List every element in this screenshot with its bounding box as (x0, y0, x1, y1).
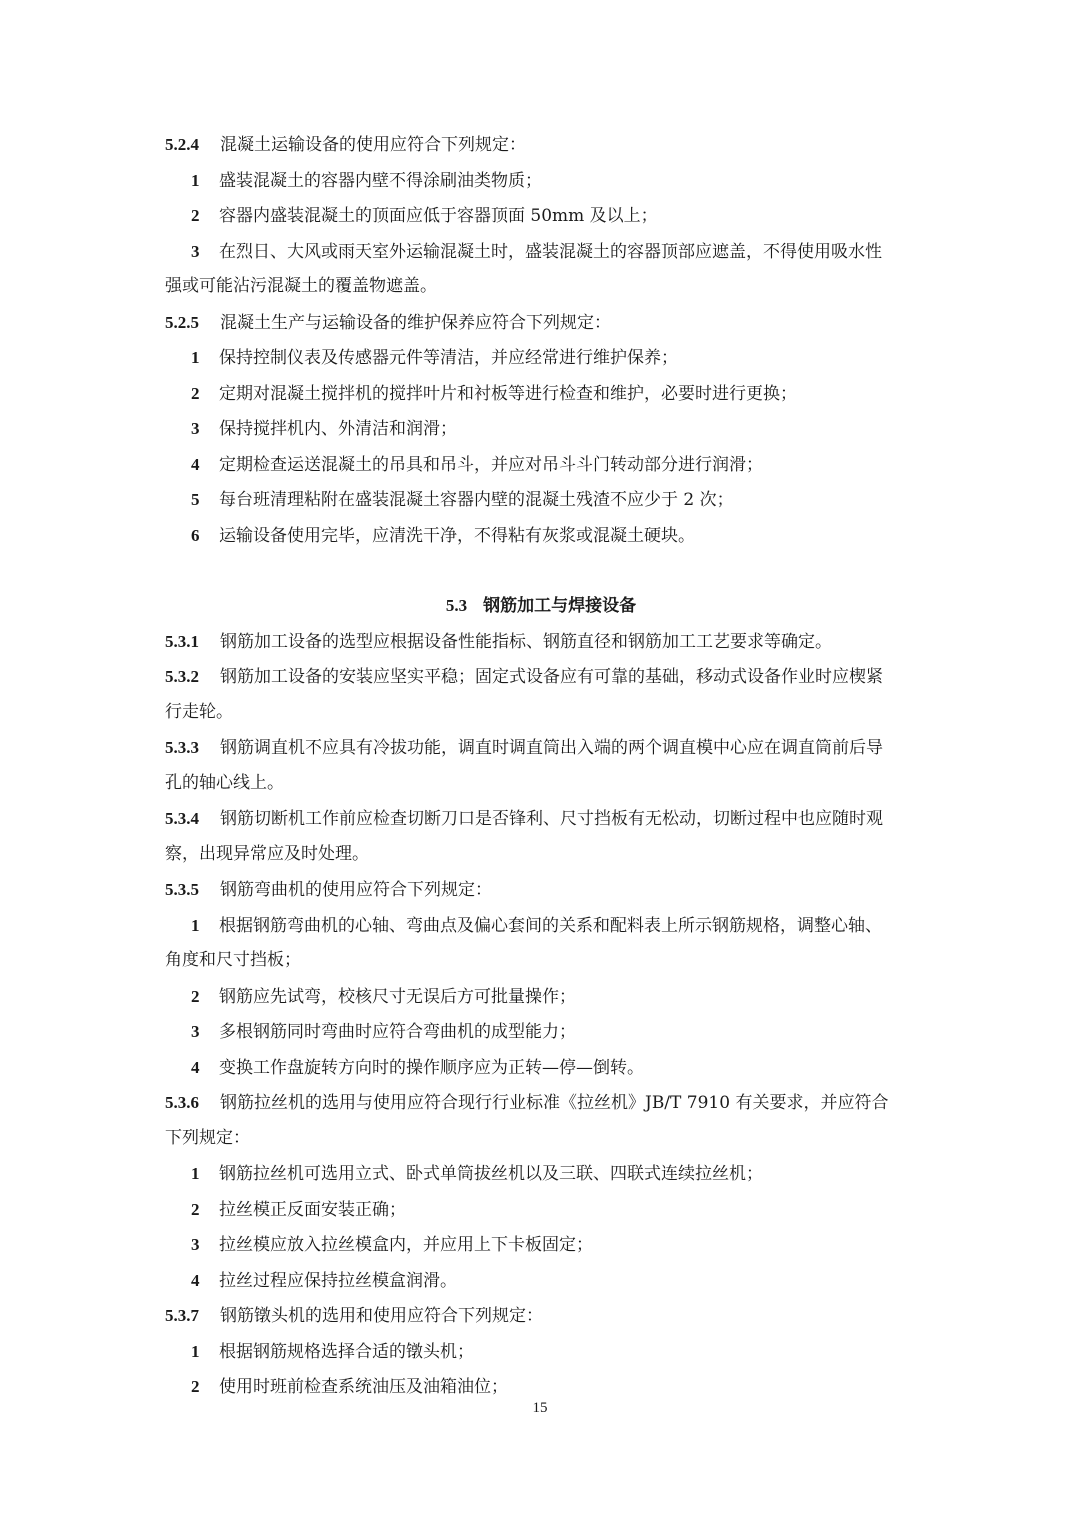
list-item: 2 钢筋应先试弯，校核尺寸无误后方可批量操作； (191, 986, 576, 1007)
list-item: 2 容器内盛装混凝土的顶面应低于容器顶面 50mm 及以上； (191, 206, 658, 226)
clause-number: 5.3.1 (165, 631, 199, 651)
clause-text: 混凝土运输设备的使用应符合下列规定： (220, 135, 526, 155)
section-heading (165, 588, 917, 624)
list-item-continuation: 角度和尺寸挡板； (165, 950, 301, 970)
list-item: 3 保持搅拌机内、外清洁和润滑； (191, 419, 457, 439)
list-item: 2 拉丝模正反面安装正确； (191, 1199, 406, 1220)
clause-5-3-3 (165, 730, 917, 766)
list-item: 1 根据钢筋规格选择合适的镦头机； (191, 1341, 474, 1362)
list-item: 4 变换工作盘旋转方向时的操作顺序应为正转—停—倒转。 (191, 1057, 644, 1078)
clause-5-3-6 (165, 1085, 917, 1121)
clause-number: 5.3.6 (165, 1093, 199, 1112)
clause-text: 混凝土生产与运输设备的维护保养应符合下列规定： (220, 312, 611, 333)
list-item: 5 每台班清理粘附在盛装混凝土容器内壁的混凝土残渣不应少于 2 次； (191, 490, 734, 510)
clause-continuation: 下列规定： (165, 1127, 250, 1148)
clause-number: 5.2.4 (165, 135, 199, 154)
clause-text: 钢筋切断机工作前应检查切断刀口是否锋利、尺寸挡板有无松动，切断过程中也应随时观 (220, 809, 883, 829)
clause-number: 5.3.7 (165, 1306, 199, 1325)
list-item: 6 运输设备使用完毕，应清洗干净，不得粘有灰浆或混凝土硬块。 (191, 525, 695, 546)
clause-number: 5.2.5 (165, 312, 199, 332)
clause-continuation: 孔的轴心线上。 (165, 772, 284, 793)
clause-5-3-7 (165, 1298, 917, 1334)
clause-text: 钢筋加工设备的安装应坚实平稳；固定式设备应有可靠的基础，移动式设备作业时应楔紧 (220, 667, 883, 687)
list-item: 2 定期对混凝土搅拌机的搅拌叶片和衬板等进行检查和维护，必要时进行更换； (191, 383, 797, 404)
clause-number: 5.3.2 (165, 667, 199, 686)
list-item: 2 使用时班前检查系统油压及油箱油位； (191, 1377, 508, 1397)
list-item: 3 在烈日、大风或雨天室外运输混凝土时，盛装混凝土的容器顶部应遮盖，不得使用吸水性 (191, 241, 882, 262)
clause-number: 5.3.5 (165, 880, 199, 899)
clause-continuation: 察，出现异常应及时处理。 (165, 843, 369, 864)
list-item: 1 钢筋拉丝机可选用立式、卧式单筒拔丝机以及三联、四联式连续拉丝机； (191, 1164, 763, 1184)
clause-5-2-5 (165, 305, 917, 341)
section-spacer (165, 553, 917, 588)
clause-5-3-1 (165, 624, 917, 660)
clause-text: 钢筋弯曲机的使用应符合下列规定： (220, 880, 492, 900)
list-item-continuation: 强或可能沾污混凝土的覆盖物遮盖。 (165, 276, 437, 296)
section-title: 钢筋加工与焊接设备 (483, 596, 637, 616)
list-item: 4 拉丝过程应保持拉丝模盒润滑。 (191, 1270, 457, 1291)
list-item: 1 盛装混凝土的容器内壁不得涂刷油类物质； (191, 170, 542, 191)
page-number: 15 (532, 1400, 548, 1416)
list-item: 3 拉丝模应放入拉丝模盒内，并应用上下卡板固定； (191, 1235, 593, 1255)
clause-5-3-5 (165, 872, 917, 908)
clause-text: 钢筋拉丝机的选用与使用应符合现行行业标准《拉丝机》JB/T 7910 有关要求，并应符合 (220, 1093, 889, 1113)
clause-continuation: 行走轮。 (165, 701, 233, 722)
clause-text: 钢筋调直机不应具有冷拔功能，调直时调直筒出入端的两个调直模中心应在调直筒前后导 (220, 738, 883, 758)
clause-number: 5.3.4 (165, 809, 199, 828)
clause-number: 5.3.3 (165, 738, 199, 757)
list-item: 4 定期检查运送混凝土的吊具和吊斗，并应对吊斗斗门转动部分进行润滑； (191, 454, 763, 475)
clause-5-3-2 (165, 659, 917, 695)
list-item: 1 保持控制仪表及传感器元件等清洁，并应经常进行维护保养； (191, 348, 678, 368)
clause-5-3-4 (165, 801, 917, 837)
clause-5-2-4 (165, 127, 917, 163)
section-number: 5.3 (445, 596, 468, 615)
clause-text: 钢筋加工设备的选型应根据设备性能指标、钢筋直径和钢筋加工工艺要求等确定。 (220, 631, 832, 652)
clause-text: 钢筋镦头机的选用和使用应符合下列规定： (220, 1306, 543, 1326)
list-item: 1 根据钢筋弯曲机的心轴、弯曲点及偏心套间的关系和配料表上所示钢筋规格，调整心轴、 (191, 915, 882, 936)
list-item: 3 多根钢筋同时弯曲时应符合弯曲机的成型能力； (191, 1022, 576, 1042)
page-body (165, 127, 917, 1405)
